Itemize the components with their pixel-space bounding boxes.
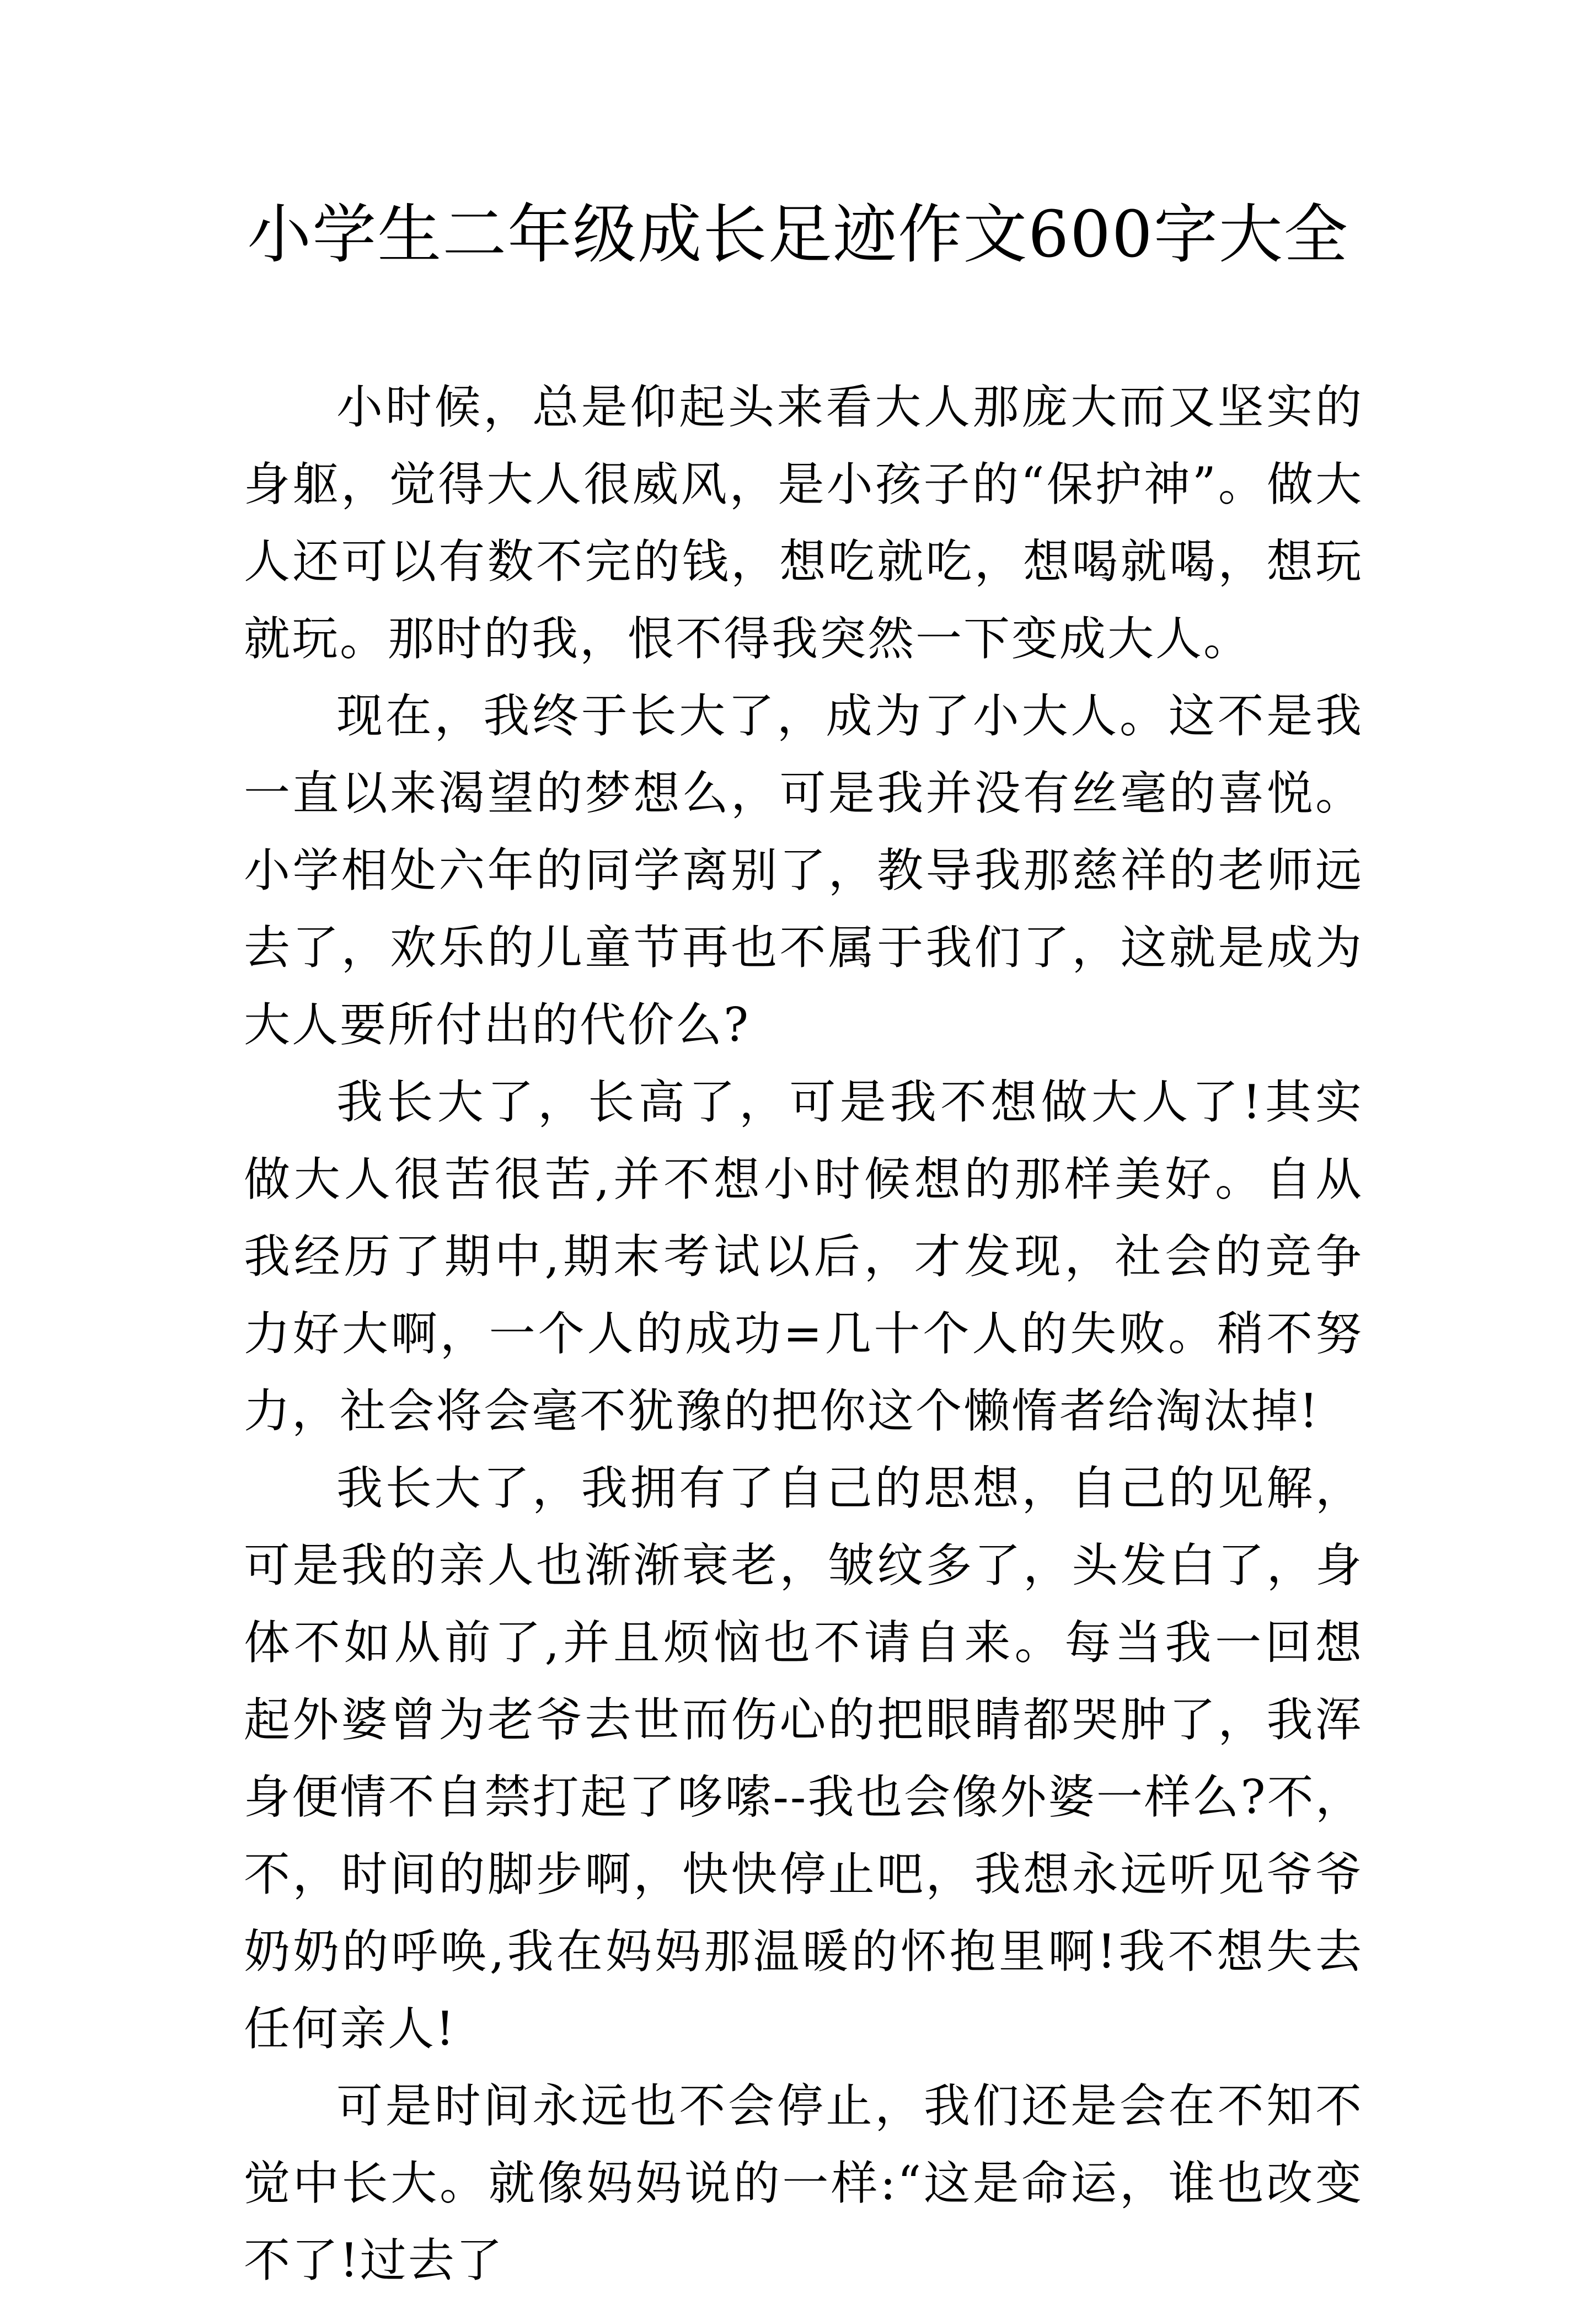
paragraph-5: 可是时间永远也不会停止，我们还是会在不知不觉中长大。就像妈妈说的一样:“这是命运，谁也改变不了!过去了 (244, 2079, 1363, 2287)
paragraph-2: 现在，我终于长大了，成为了小大人。这不是我一直以来渴望的梦想么，可是我并没有丝毫的喜悦。小学相处六年的同学离别了，教导我那慈祥的老师远去了，欢乐的儿童节再也不属于我们了，这就是成为大人要所付出的代价么? (244, 689, 1363, 1052)
paragraph-1: 小时候，总是仰起头来看大人那庞大而又坚实的身躯，觉得大人很威风，是小孩子的“保护神”。做大人还可以有数不完的钱，想吃就吃，想喝就喝，想玩就玩。那时的我，恨不得我突然一下变成大人。 (244, 380, 1363, 666)
document-title: 小学生二年级成长足迹作文600字大全 (247, 197, 1349, 272)
paragraph-4: 我长大了，我拥有了自己的思想，自己的见解，可是我的亲人也渐渐衰老，皱纹多了，头发白了，身体不如从前了,并且烦恼也不请自来。每当我一回想起外婆曾为老爷去世而伤心的把眼睛都哭肿了，我浑身便情不自禁打起了哆嗦--我也会像外婆一样么?不，不，时间的脚步啊，快快停止吧，我想永远听见爷爷奶奶的呼唤,我在妈妈那温暖的怀抱里啊!我不想失去任何亲人! (244, 1461, 1363, 2056)
paragraph-3: 我长大了，长高了，可是我不想做大人了!其实做大人很苦很苦,并不想小时候想的那样美好。自从我经历了期中,期末考试以后，才发现，社会的竞争力好大啊，一个人的成功=几十个人的失败。稍不努力，社会将会毫不犹豫的把你这个懒惰者给淘汰掉! (244, 1075, 1363, 1438)
document-body (244, 368, 1363, 2299)
